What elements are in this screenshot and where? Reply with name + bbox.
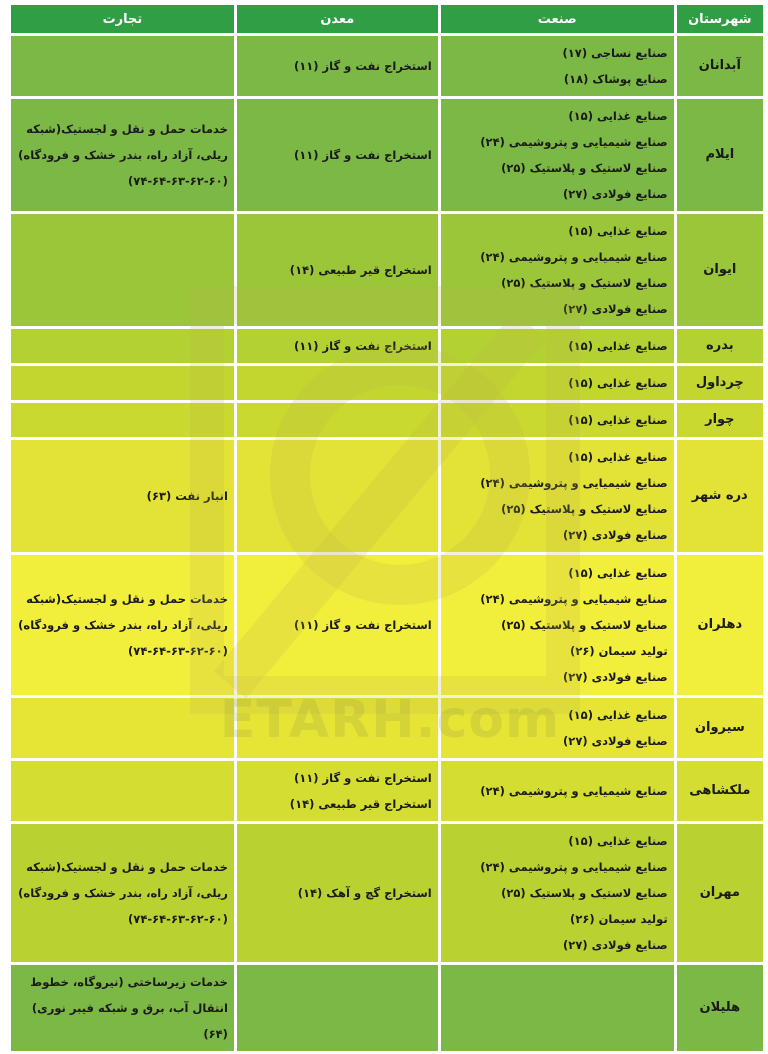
mine-cell	[237, 329, 438, 363]
industry-cell-item: صنایع غذایی (۱۵)	[568, 224, 668, 238]
trade-cell	[11, 761, 234, 821]
header-industry: صنعت	[441, 5, 674, 33]
trade-cell	[11, 99, 234, 211]
industry-cell-item: صنایع غذایی (۱۵)	[568, 450, 668, 464]
industry-cell-item: صنایع غذایی (۱۵)	[568, 566, 668, 580]
city-cell: ملکشاهی	[677, 761, 763, 821]
mine-cell	[237, 555, 438, 695]
trade-cell	[11, 214, 234, 326]
industry-cell-item: صنایع شیمیایی و پتروشیمی (۲۴)	[480, 476, 668, 490]
trade-cell-item: خدمات حمل و نقل و لجستیک(شبکه ریلی، آزاد راه، بندر خشک و فرودگاه) (۶۰-۶۲-۶۳-۶۴-۷۴)	[18, 592, 228, 658]
industry-cell-item: صنایع لاستیک و پلاستیک (۲۵)	[501, 886, 668, 900]
city-cell: دهلران	[677, 555, 763, 695]
trade-cell	[11, 440, 234, 552]
city-cell: ایوان	[677, 214, 763, 326]
mine-cell-item: استخراج نفت و گاز (۱۱)	[293, 618, 432, 632]
trade-cell	[11, 555, 234, 695]
trade-cell	[11, 329, 234, 363]
trade-cell-item: خدمات حمل و نقل و لجستیک(شبکه ریلی، آزاد راه، بندر خشک و فرودگاه) (۶۰-۶۲-۶۳-۶۴-۷۴)	[18, 122, 228, 188]
industry-cell	[441, 965, 674, 1051]
mine-cell-item: استخراج نفت و گاز (۱۱)	[293, 339, 432, 353]
industry-cell-item: صنایع شیمیایی و پتروشیمی (۲۴)	[480, 250, 668, 264]
table-row	[11, 824, 763, 962]
header-trade: تجارت	[11, 5, 234, 33]
industry-cell-item: صنایع غذایی (۱۵)	[568, 376, 668, 390]
trade-cell	[11, 403, 234, 437]
industry-cell-item: صنایع فولادی (۲۷)	[563, 938, 668, 952]
city-cell: هلیلان	[677, 965, 763, 1051]
mine-cell-item: استخراج قیر طبیعی (۱۴)	[289, 263, 432, 277]
table-row	[11, 36, 763, 96]
industry-cell-item: صنایع غذایی (۱۵)	[568, 109, 668, 123]
city-cell: آبدانان	[677, 36, 763, 96]
industry-cell	[441, 698, 674, 758]
mine-cell	[237, 698, 438, 758]
industry-cell	[441, 761, 674, 821]
industry-cell	[441, 36, 674, 96]
industry-cell	[441, 824, 674, 962]
table-row	[11, 698, 763, 758]
mine-cell-item: استخراج قیر طبیعی (۱۴)	[289, 797, 432, 811]
mine-cell	[237, 366, 438, 400]
industry-cell-item: صنایع غذایی (۱۵)	[568, 413, 668, 427]
industry-cell-item: صنایع غذایی (۱۵)	[568, 708, 668, 722]
mine-cell	[237, 214, 438, 326]
trade-cell	[11, 698, 234, 758]
industry-cell	[441, 99, 674, 211]
industry-cell-item: صنایع غذایی (۱۵)	[568, 834, 668, 848]
industry-cell	[441, 329, 674, 363]
mine-cell-item: استخراج گچ و آهک (۱۴)	[297, 886, 432, 900]
mine-cell-item: استخراج نفت و گاز (۱۱)	[293, 771, 432, 785]
trade-cell-item: انبار نفت (۶۳)	[146, 489, 228, 503]
industry-cell-item: صنایع لاستیک و پلاستیک (۲۵)	[501, 276, 668, 290]
mine-cell	[237, 403, 438, 437]
industry-cell-item: صنایع لاستیک و پلاستیک (۲۵)	[501, 161, 668, 175]
industry-cell	[441, 214, 674, 326]
industry-cell-item: صنایع شیمیایی و پتروشیمی (۲۴)	[480, 135, 668, 149]
industry-cell-item: تولید سیمان (۲۶)	[570, 644, 668, 658]
table-row	[11, 555, 763, 695]
industry-cell-item: تولید سیمان (۲۶)	[570, 912, 668, 926]
city-cell: مهران	[677, 824, 763, 962]
industry-cell	[441, 366, 674, 400]
table-row	[11, 366, 763, 400]
trade-cell	[11, 965, 234, 1051]
mine-cell	[237, 761, 438, 821]
industry-table	[8, 2, 766, 1054]
industry-cell-item: صنایع شیمیایی و پتروشیمی (۲۴)	[480, 592, 668, 606]
mine-cell	[237, 99, 438, 211]
industry-cell-item: صنایع فولادی (۲۷)	[563, 528, 668, 542]
industry-cell-item: صنایع فولادی (۲۷)	[563, 302, 668, 316]
industry-cell-item: صنایع شیمیایی و پتروشیمی (۲۴)	[480, 860, 668, 874]
city-cell: ایلام	[677, 99, 763, 211]
trade-cell-item: خدمات زیرساختی (نیروگاه، خطوط انتقال آب، برق و شبکه فیبر نوری) (۶۴)	[30, 975, 228, 1041]
watermark-text: ETARH.com	[219, 690, 561, 750]
industry-cell-item: صنایع پوشاک (۱۸)	[563, 72, 668, 86]
industry-cell	[441, 403, 674, 437]
trade-cell-item: خدمات حمل و نقل و لجستیک(شبکه ریلی، آزاد راه، بندر خشک و فرودگاه) (۶۰-۶۲-۶۳-۶۴-۷۴)	[18, 860, 228, 926]
industry-cell-item: صنایع نساجی (۱۷)	[562, 46, 668, 60]
industry-cell	[441, 440, 674, 552]
table-row	[11, 214, 763, 326]
city-cell: چرداول	[677, 366, 763, 400]
table-row	[11, 440, 763, 552]
industry-cell-item: صنایع فولادی (۲۷)	[563, 734, 668, 748]
industry-cell-item: صنایع فولادی (۲۷)	[563, 670, 668, 684]
mine-cell	[237, 36, 438, 96]
mine-cell	[237, 440, 438, 552]
table-header-row	[11, 5, 763, 33]
table-row	[11, 965, 763, 1051]
table-body	[11, 36, 763, 1051]
table-row	[11, 329, 763, 363]
mine-cell	[237, 965, 438, 1051]
header-mine: معدن	[237, 5, 438, 33]
industry-cell-item: صنایع غذایی (۱۵)	[568, 339, 668, 353]
table-row	[11, 99, 763, 211]
city-cell: دره شهر	[677, 440, 763, 552]
industry-cell-item: صنایع لاستیک و پلاستیک (۲۵)	[501, 618, 668, 632]
city-cell: بدره	[677, 329, 763, 363]
trade-cell	[11, 824, 234, 962]
industry-cell-item: صنایع لاستیک و پلاستیک (۲۵)	[501, 502, 668, 516]
header-city: شهرستان	[677, 5, 763, 33]
city-cell: چوار	[677, 403, 763, 437]
industry-cell	[441, 555, 674, 695]
table-row	[11, 403, 763, 437]
mine-cell	[237, 824, 438, 962]
mine-cell-item: استخراج نفت و گاز (۱۱)	[293, 148, 432, 162]
industry-cell-item: صنایع شیمیایی و پتروشیمی (۲۴)	[480, 784, 668, 798]
table-row	[11, 761, 763, 821]
industry-cell-item: صنایع فولادی (۲۷)	[563, 187, 668, 201]
trade-cell	[11, 366, 234, 400]
mine-cell-item: استخراج نفت و گاز (۱۱)	[293, 59, 432, 73]
trade-cell	[11, 36, 234, 96]
city-cell: سیروان	[677, 698, 763, 758]
